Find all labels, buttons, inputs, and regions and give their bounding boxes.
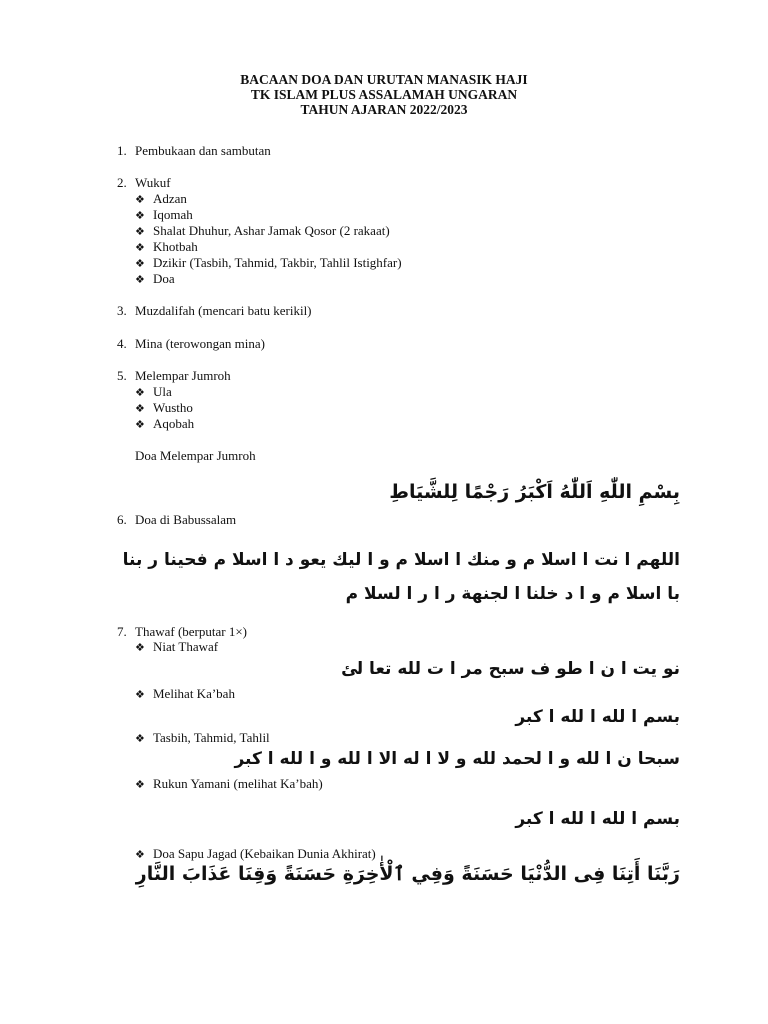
arabic-doa-jumroh: بِسْمِ اللّٰهِ اَللّٰهُ اَكْبَرُ رَجْمًا لِلشَّيَاطِ — [389, 481, 680, 503]
item-number: 2. — [117, 175, 127, 190]
diamond-bullet-icon: ❖ — [135, 387, 145, 399]
diamond-bullet-icon: ❖ — [135, 258, 145, 270]
item-number: 3. — [117, 303, 127, 318]
sub-item: ❖ Melihat Ka’bah — [135, 686, 235, 701]
arabic-doa-sapu-jagad: رَبَّنَا أَتِنَا فِى الدُّنْيَا حَسَنَةً وَفِي ٱلْأٰخِرَةِ حَسَنَةً وَقِنَا عَذَابَ النَّارِ — [135, 863, 680, 885]
arabic-doa-babussalam-line-2: با اسلا م و ا د خلنا ا لجنهة ر ا ر ا لسلا م — [345, 584, 680, 604]
list-item-6 — [117, 512, 236, 528]
list-item-3 — [117, 303, 312, 319]
doa-melempar-jumroh-label: Doa Melempar Jumroh — [135, 448, 256, 463]
list-item-5 — [117, 368, 231, 384]
sub-item: ❖ Adzan — [135, 191, 187, 206]
arabic-tasbih-tahmid-tahlil: سبحا ن ا لله و ا لحمد لله و لا ا له الا ا لله و ا لله ا كبر — [234, 749, 680, 769]
sub-item: ❖ Doa — [135, 271, 175, 286]
arabic-rukun-yamani: بسم ا لله ا لله ا كبر — [515, 809, 680, 829]
item-label: Melempar Jumroh — [135, 368, 231, 383]
sub-item: ❖ Iqomah — [135, 207, 193, 222]
document-title-line-3: TAHUN AJARAN 2022/2023 — [300, 102, 468, 117]
item-label: Wukuf — [135, 175, 171, 190]
diamond-bullet-icon: ❖ — [135, 419, 145, 431]
sub-item: ❖ Doa Sapu Jagad (Kebaikan Dunia Akhirat) — [135, 846, 376, 861]
document-title-line-2: TK ISLAM PLUS ASSALAMAH UNGARAN — [250, 87, 518, 102]
diamond-bullet-icon: ❖ — [135, 226, 145, 238]
diamond-bullet-icon: ❖ — [135, 849, 145, 861]
diamond-bullet-icon: ❖ — [135, 403, 145, 415]
sub-item: ❖ Khotbah — [135, 239, 198, 254]
sub-item: ❖ Wustho — [135, 400, 193, 415]
arabic-melihat-kabah: بسم ا لله ا لله ا كبر — [515, 707, 680, 727]
list-item-1 — [117, 143, 271, 159]
diamond-bullet-icon: ❖ — [135, 194, 145, 206]
item-label: Muzdalifah (mencari batu kerikil) — [135, 303, 312, 318]
diamond-bullet-icon: ❖ — [135, 210, 145, 222]
diamond-bullet-icon: ❖ — [135, 779, 145, 791]
item-label: Thawaf (berputar 1×) — [135, 624, 247, 639]
diamond-bullet-icon: ❖ — [135, 242, 145, 254]
item-number: 1. — [117, 143, 127, 158]
sub-item: ❖ Rukun Yamani (melihat Ka’bah) — [135, 776, 323, 791]
item-number: 4. — [117, 336, 127, 351]
document-title-line-1: BACAAN DOA DAN URUTAN MANASIK HAJI — [240, 72, 528, 87]
list-item-2 — [117, 175, 171, 191]
sub-item: ❖ Tasbih, Tahmid, Tahlil — [135, 730, 270, 745]
arabic-niat-thawaf: نو يت ا ن ا طو ف سبح مر ا ت لله تعا لئ — [341, 659, 680, 679]
item-number: 7. — [117, 624, 127, 639]
item-number: 5. — [117, 368, 127, 383]
diamond-bullet-icon: ❖ — [135, 733, 145, 745]
diamond-bullet-icon: ❖ — [135, 274, 145, 286]
diamond-bullet-icon: ❖ — [135, 689, 145, 701]
item-label: Pembukaan dan sambutan — [135, 143, 271, 158]
item-label: Doa di Babussalam — [135, 512, 237, 527]
item-label: Mina (terowongan mina) — [135, 336, 265, 351]
arabic-doa-babussalam-line-1: اللهم ا نت ا اسلا م و منك ا اسلا م و ا ليك يعو د ا اسلا م فحينا ر بنا — [122, 550, 680, 570]
list-item-7 — [117, 624, 247, 640]
diamond-bullet-icon: ❖ — [135, 642, 145, 654]
sub-item: ❖ Aqobah — [135, 416, 195, 431]
sub-item: ❖ Dzikir (Tasbih, Tahmid, Takbir, Tahlil Istighfar) — [135, 255, 402, 270]
sub-item: ❖ Niat Thawaf — [135, 639, 219, 654]
item-number: 6. — [117, 512, 127, 527]
sub-item: ❖ Shalat Dhuhur, Ashar Jamak Qosor (2 rakaat) — [135, 223, 390, 238]
list-item-4 — [117, 336, 265, 352]
sub-item: ❖ Ula — [135, 384, 172, 399]
